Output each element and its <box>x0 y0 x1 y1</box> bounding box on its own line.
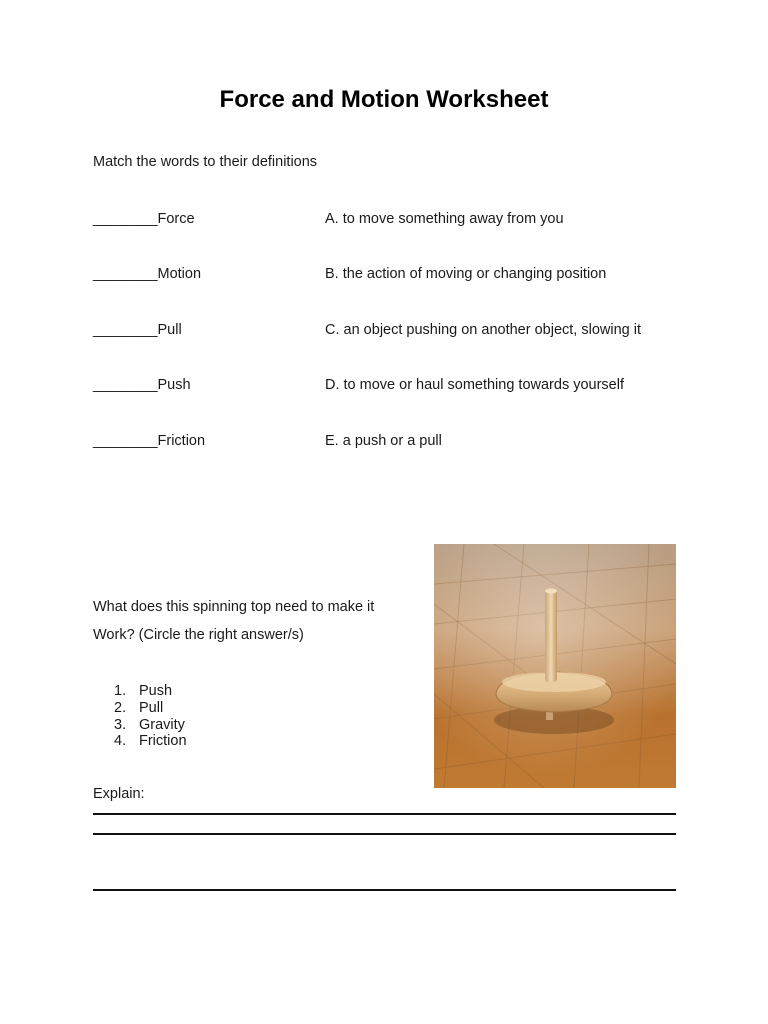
matching-term: ________Pull <box>93 322 182 338</box>
explain-label: Explain: <box>93 786 145 802</box>
matching-row <box>93 377 693 397</box>
matching-instruction: Match the words to their definitions <box>93 154 318 170</box>
answer-options-list <box>114 683 187 750</box>
matching-row <box>93 433 693 453</box>
matching-definition: B. the action of moving or changing position <box>325 266 607 282</box>
option-label: Gravity <box>139 716 185 733</box>
matching-definition: C. an object pushing on another object, slowing it <box>325 322 641 338</box>
answer-option <box>114 700 187 717</box>
matching-term: ________Motion <box>93 266 202 282</box>
question-line-1: What does this spinning top need to make it <box>93 599 375 615</box>
answer-option <box>114 717 187 734</box>
matching-definition: E. a push or a pull <box>325 433 442 449</box>
answer-line <box>93 813 676 815</box>
option-label: Push <box>139 683 173 699</box>
worksheet-title: Force and Motion Worksheet <box>219 86 549 113</box>
matching-term: ________Force <box>93 211 195 227</box>
option-number: 1. <box>114 683 127 699</box>
option-number: 3. <box>114 716 127 733</box>
answer-line <box>93 889 676 891</box>
option-number: 2. <box>114 699 127 716</box>
matching-row <box>93 211 693 231</box>
option-label: Pull <box>139 699 164 716</box>
answer-option <box>114 733 187 750</box>
answer-option <box>114 683 187 700</box>
matching-row <box>93 266 693 286</box>
option-number: 4. <box>114 733 127 750</box>
question-line-2: Work? (Circle the right answer/s) <box>93 627 304 643</box>
matching-definition: A. to move something away from you <box>325 211 564 227</box>
matching-term: ________Push <box>93 377 191 393</box>
matching-definition: D. to move or haul something towards yourself <box>325 377 624 393</box>
option-label: Friction <box>139 733 187 750</box>
answer-line <box>93 833 676 835</box>
matching-row <box>93 322 693 342</box>
spinning-top-photo <box>434 544 676 788</box>
matching-term: ________Friction <box>93 433 206 449</box>
